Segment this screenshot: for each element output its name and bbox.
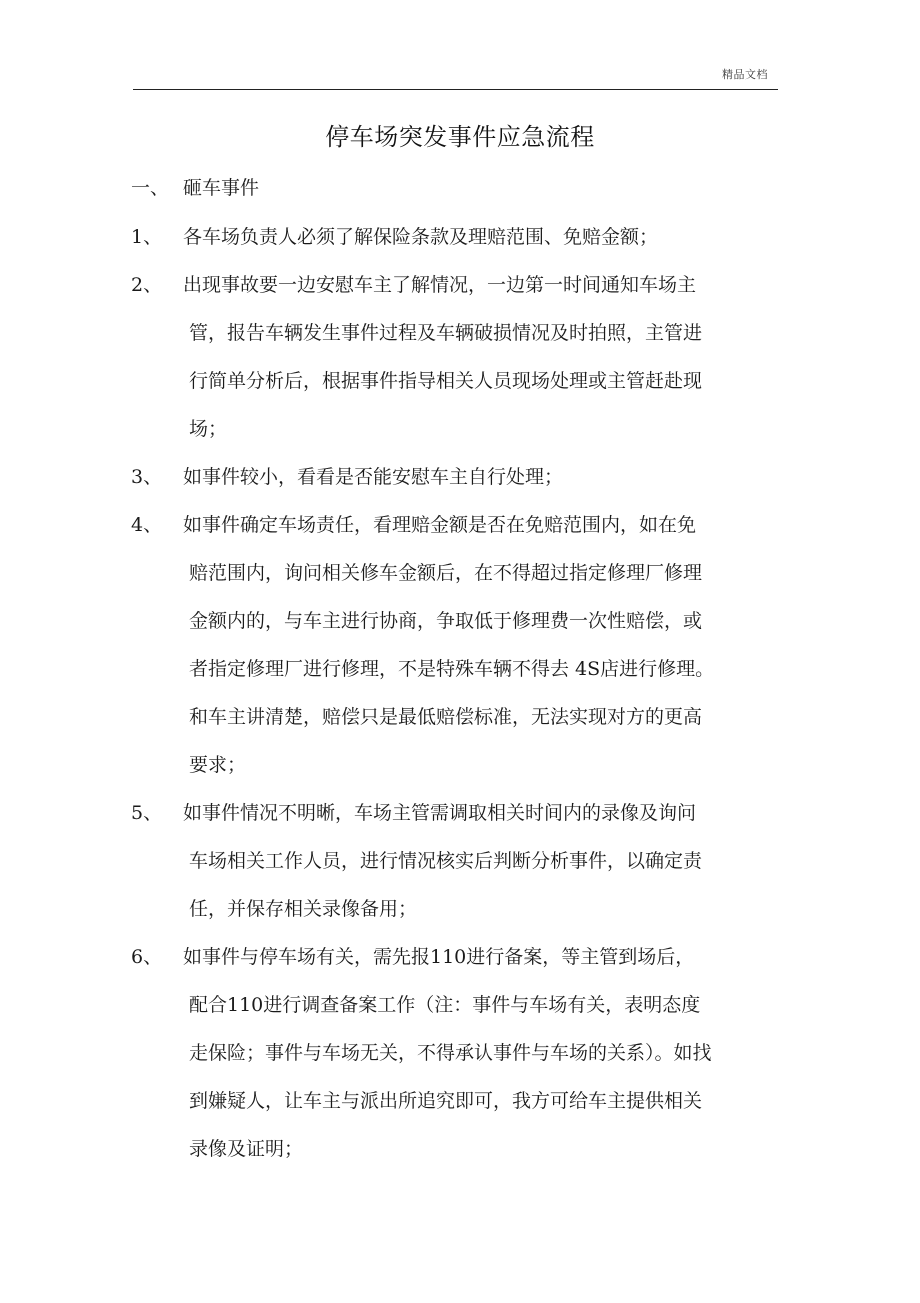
section-title: 砸车事件 <box>183 177 260 199</box>
item-text-line: 到嫌疑人，让车主与派出所追究即可，我方可给车主提供相关 <box>189 1090 703 1112</box>
item-number: 5、 <box>131 802 163 824</box>
item-text-line: 如事件与停车场有关，需先报110进行备案，等主管到场后， <box>183 946 695 968</box>
item-text-line: 各车场负责人必须了解保险条款及理赔范围、免赔金额； <box>183 226 659 248</box>
item-text-line: 任，并保存相关录像备用； <box>189 898 418 920</box>
item-text-line: 如事件情况不明晰，车场主管需调取相关时间内的录像及询问 <box>183 802 697 824</box>
document-title: 停车场突发事件应急流程 <box>325 123 595 151</box>
item-text-line: 如事件确定车场责任，看理赔金额是否在免赔范围内，如在免 <box>183 514 697 536</box>
item-text-line: 和车主讲清楚，赔偿只是最低赔偿标准，无法实现对方的更高 <box>189 706 703 728</box>
item-number: 2、 <box>131 274 163 296</box>
item-text-line: 要求； <box>189 754 247 776</box>
section-marker: 一、 <box>131 177 170 199</box>
item-number: 1、 <box>131 226 163 248</box>
item-text-line: 赔范围内，询问相关修车金额后，在不得超过指定修理厂修理 <box>189 562 703 584</box>
header-label: 精品文档 <box>722 68 768 81</box>
item-text-line: 者指定修理厂进行修理，不是特殊车辆不得去 4S店进行修理。 <box>189 658 715 680</box>
item-text-line: 配合110进行调查备案工作（注：事件与车场有关，表明态度 <box>189 994 701 1016</box>
item-text-line: 走保险；事件与车场无关，不得承认事件与车场的关系）。如找 <box>189 1042 712 1064</box>
item-text-line: 车场相关工作人员，进行情况核实后判断分析事件，以确定责 <box>189 850 703 872</box>
item-text-line: 行简单分析后，根据事件指导相关人员现场处理或主管赶赴现 <box>189 370 703 392</box>
item-text-line: 录像及证明； <box>189 1138 304 1160</box>
item-number: 4、 <box>131 514 163 536</box>
item-text-line: 出现事故要一边安慰车主了解情况，一边第一时间通知车场主 <box>183 274 697 296</box>
item-number: 3、 <box>131 466 163 488</box>
item-text-line: 金额内的，与车主进行协商，争取低于修理费一次性赔偿，或 <box>189 610 703 632</box>
header-divider <box>133 89 778 90</box>
item-text-line: 如事件较小，看看是否能安慰车主自行处理； <box>183 466 564 488</box>
item-text-line: 场； <box>189 418 228 440</box>
item-number: 6、 <box>131 946 163 968</box>
item-text-line: 管，报告车辆发生事件过程及车辆破损情况及时拍照，主管进 <box>189 322 703 344</box>
